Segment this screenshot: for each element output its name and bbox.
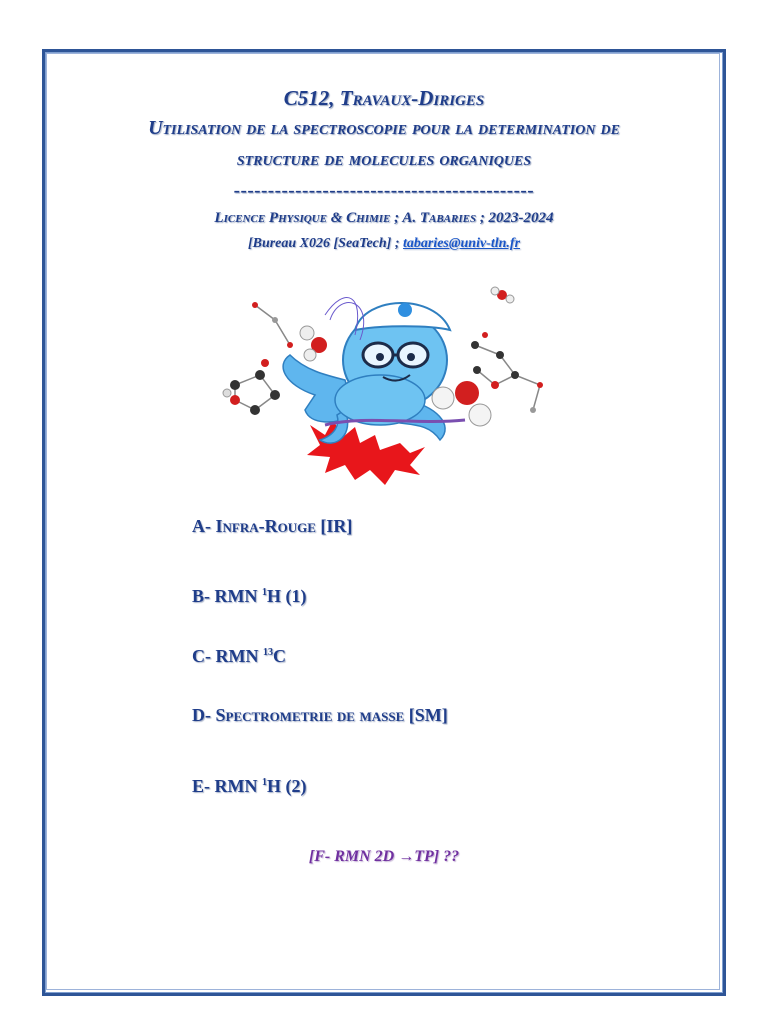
office-text: [Bureau X026 [SeaTech] ; <box>247 236 403 251</box>
separator-line: -------------------------------------------- <box>233 180 535 201</box>
document-title-line1: Utilisation de la spectroscopie pour la determination de <box>148 117 620 139</box>
section-b-prefix: B- RMN <box>192 586 262 606</box>
molecule-right <box>475 345 540 410</box>
section-f-nmr-2d: [F- RMN 2D →TP] ?? <box>308 848 460 865</box>
molecule-left <box>235 305 290 410</box>
section-c-nmr-13c <box>192 646 286 667</box>
section-e-superscript: 1 <box>262 777 267 788</box>
water-oxygen-right <box>455 381 479 405</box>
section-c-prefix: C- RMN <box>192 646 263 666</box>
document-title-line2: structure de molecules organiques <box>236 148 532 170</box>
section-e-prefix: E- RMN <box>192 776 262 796</box>
license-line: Licence Physique & Chimie ; A. Tabaries ; 2023-2024 <box>214 210 554 226</box>
section-c-superscript: 13 <box>262 647 273 658</box>
section-c-suffix: C <box>272 646 286 666</box>
cap-emblem <box>398 303 412 317</box>
section-a-infrared: A- Infra-Rouge [IR] <box>192 516 353 536</box>
course-title: C512, Travaux-Diriges <box>283 86 485 110</box>
office-line <box>0 236 768 252</box>
section-d-mass-spectrometry: D- Spectrometrie de masse [SM] <box>192 705 448 725</box>
red-splash <box>307 420 425 485</box>
atoms-left <box>223 302 293 415</box>
section-b-suffix: H (1) <box>267 586 307 606</box>
section-b-superscript: 1 <box>262 587 267 598</box>
octopus-body <box>335 375 425 425</box>
octopus-molecules-illustration <box>215 275 555 490</box>
atoms-right <box>471 332 543 413</box>
section-b-nmr-1h-1 <box>192 586 307 607</box>
eye-left <box>376 353 384 361</box>
section-e-suffix: H (2) <box>267 776 307 796</box>
eye-right <box>407 353 415 361</box>
email-link[interactable]: tabaries@univ-tln.fr <box>402 236 521 251</box>
section-e-nmr-1h-2 <box>192 776 307 797</box>
